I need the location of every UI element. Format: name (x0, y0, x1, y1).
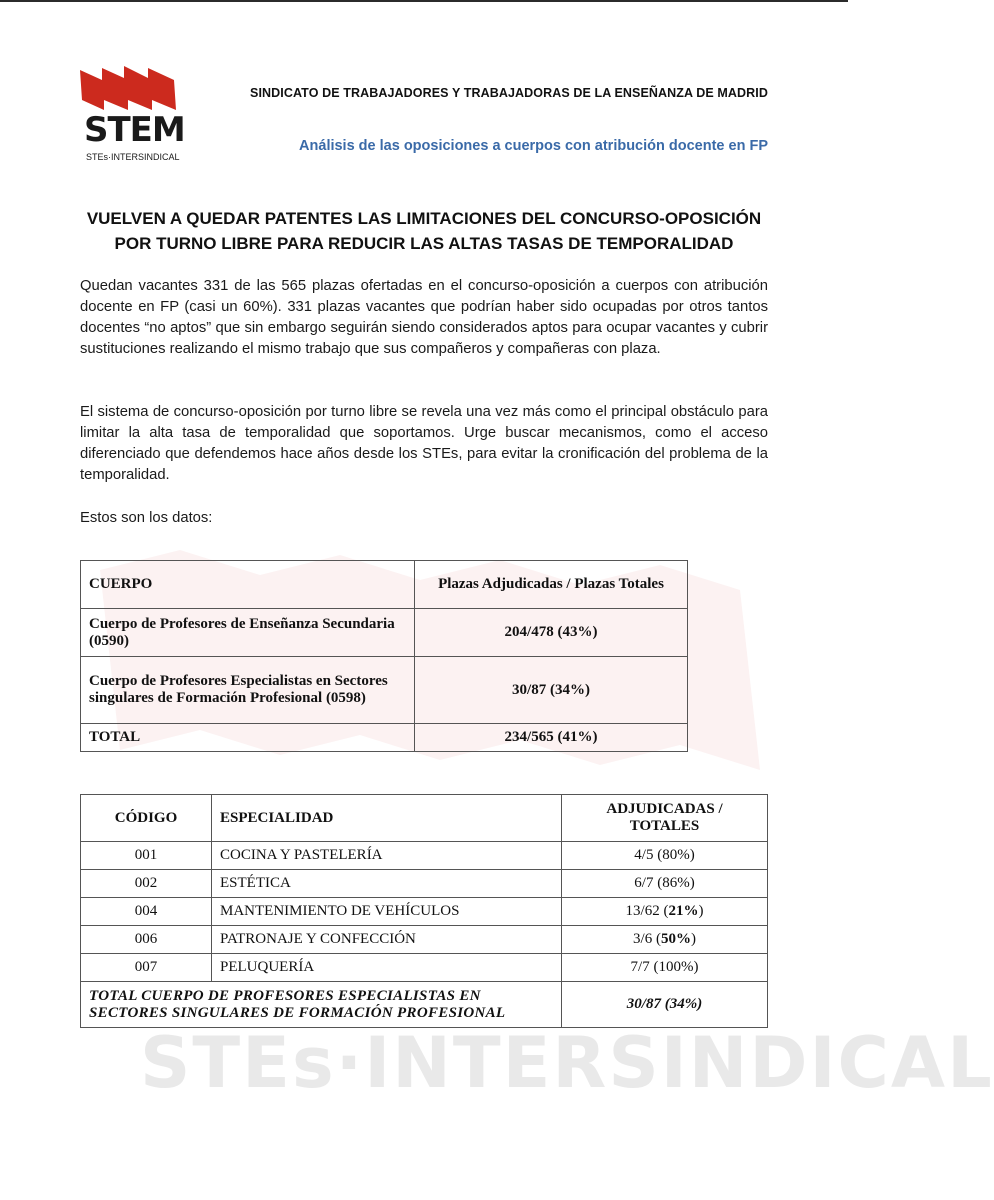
adjudicadas-value: 13/62 ( (625, 903, 669, 919)
adjudicadas-cell (562, 926, 768, 954)
especialidad-cell: PELUQUERÍA (212, 954, 562, 982)
logo-wordmark: STEM (84, 110, 185, 150)
especialidad-cell: PATRONAJE Y CONFECCIÓN (212, 926, 562, 954)
header-especialidad: ESPECIALIDAD (212, 795, 562, 842)
adjudicadas-value: 4/5 (80%) (634, 847, 695, 863)
table-row (81, 609, 688, 657)
header-adjudicadas: ADJUDICADAS / TOTALES (562, 795, 768, 842)
header-codigo: CÓDIGO (81, 795, 212, 842)
adjudicadas-value: 6/7 (86%) (634, 875, 695, 891)
plazas-cell: 30/87 (34%) (415, 657, 688, 724)
flag-icon (78, 66, 178, 116)
cuerpos-table (80, 560, 688, 752)
table-row (81, 657, 688, 724)
adjudicadas-value: 7/7 (100%) (630, 959, 699, 975)
total-value: 234/565 (41%) (415, 724, 688, 752)
adjudicadas-percent: 21% (668, 903, 699, 919)
header-plazas: Plazas Adjudicadas / Plazas Totales (415, 561, 688, 609)
adjudicadas-cell (562, 842, 768, 870)
especialidad-cell: ESTÉTICA (212, 870, 562, 898)
codigo-cell: 006 (81, 926, 212, 954)
paragraph-3: Estos son los datos: (80, 510, 213, 526)
total-value: 30/87 (34%) (562, 982, 768, 1028)
especialidad-cell: MANTENIMIENTO DE VEHÍCULOS (212, 898, 562, 926)
adjudicadas-close: ) (690, 931, 696, 947)
adjudicadas-cell (562, 898, 768, 926)
paragraph-2: El sistema de concurso-oposición por turno libre se revela una vez más como el principal obstáculo para limitar la alta tasa de temporalidad que soportamos. Urge buscar mecanismos, como el acceso diferenciado que defendemos hace años desde los STEs, para evitar la cronificación del problema de la temporalidad. (80, 404, 768, 483)
page-title (80, 206, 768, 256)
especialidad-cell: COCINA Y PASTELERÍA (212, 842, 562, 870)
table-row (81, 898, 768, 926)
document-subtitle: Análisis de las oposiciones a cuerpos con atribución docente en FP (299, 138, 768, 154)
paragraph-1: Quedan vacantes 331 de las 565 plazas ofertadas en el concurso-oposición a cuerpos con atribución docente en FP (casi un 60%). 331 plazas vacantes que podrían haber sido ocupadas por otros tantos docentes “no aptos” que sin embargo seguirán siendo considerados aptos para ocupar vacantes y cubrir sustituciones realizando el mismo trabajo que sus compañeros y compañeras con plaza. (80, 278, 768, 357)
organization-name: SINDICATO DE TRABAJADORES Y TRABAJADORAS DE LA ENSEÑANZA DE MADRID (250, 86, 768, 100)
cuerpo-cell: Cuerpo de Profesores Especialistas en Sectores singulares de Formación Profesional (0598) (81, 657, 415, 724)
adjudicadas-close: ) (698, 903, 704, 919)
table-row (81, 842, 768, 870)
logo-subtext: STEs·INTERSINDICAL (86, 152, 180, 162)
table-row (81, 926, 768, 954)
plazas-cell: 204/478 (43%) (415, 609, 688, 657)
especialidades-table (80, 794, 768, 1028)
cuerpo-cell: Cuerpo de Profesores de Enseñanza Secundaria (0590) (81, 609, 415, 657)
adjudicadas-percent: 50% (660, 931, 691, 947)
codigo-cell: 001 (81, 842, 212, 870)
table-row (81, 954, 768, 982)
codigo-cell: 004 (81, 898, 212, 926)
top-rule (0, 0, 848, 2)
codigo-cell: 007 (81, 954, 212, 982)
codigo-cell: 002 (81, 870, 212, 898)
table-header-row (81, 561, 688, 609)
title-line-2: POR TURNO LIBRE PARA REDUCIR LAS ALTAS TASAS DE TEMPORALIDAD (114, 234, 734, 253)
adjudicadas-cell (562, 870, 768, 898)
header-cuerpo: CUERPO (81, 561, 415, 609)
table-row (81, 870, 768, 898)
title-line-1: VUELVEN A QUEDAR PATENTES LAS LIMITACIONES DEL CONCURSO-OPOSICIÓN (86, 209, 762, 228)
watermark-text: STEs·INTERSINDICAL (140, 1022, 994, 1104)
adjudicadas-value: 3/6 ( (633, 931, 661, 947)
stem-logo (78, 66, 186, 166)
adjudicadas-cell (562, 954, 768, 982)
total-label: TOTAL (81, 724, 415, 752)
table-total-row (81, 982, 768, 1028)
table-total-row (81, 724, 688, 752)
table-header-row (81, 795, 768, 842)
total-label: TOTAL CUERPO DE PROFESORES ESPECIALISTAS EN SECTORES SINGULARES DE FORMACIÓN PROFESIONAL (81, 982, 562, 1028)
